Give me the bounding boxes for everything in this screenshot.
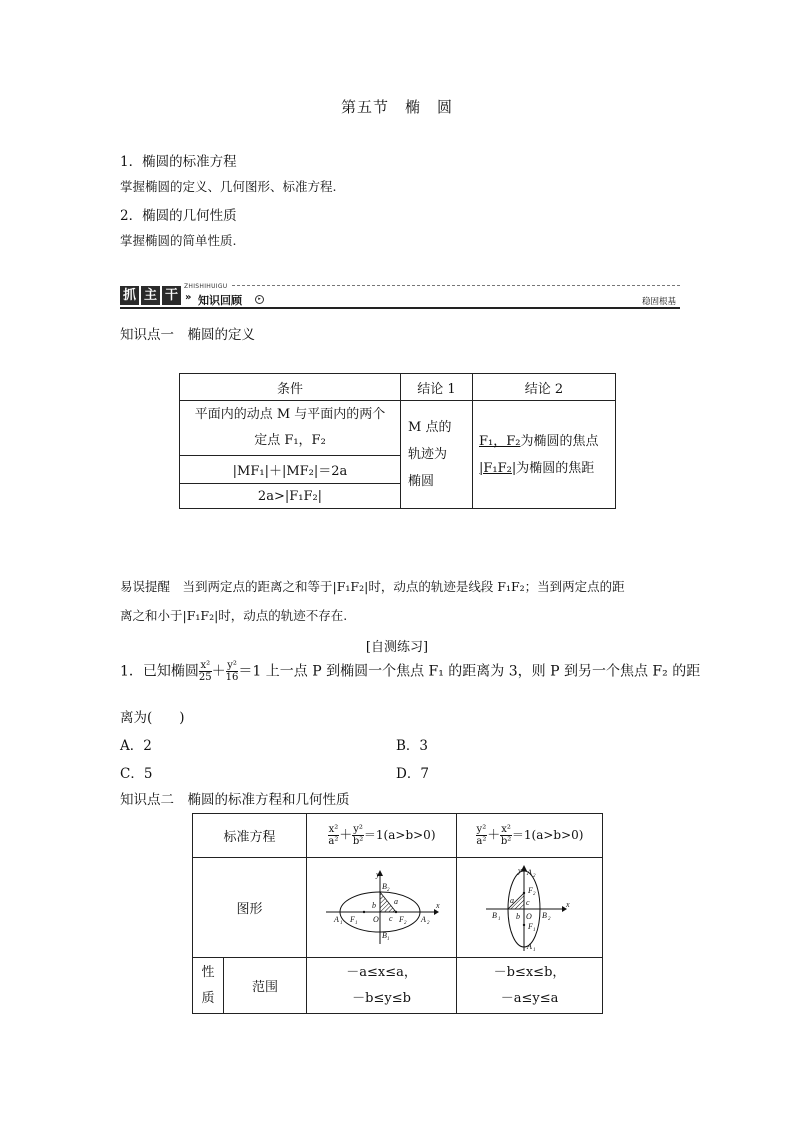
- svg-text:F: F: [398, 914, 404, 924]
- condition-1: [180, 401, 401, 456]
- play-circle-icon: ▸: [255, 295, 264, 304]
- condition-1-line-b: 定点 F₁，F₂: [254, 433, 326, 448]
- svg-text:2: 2: [532, 891, 536, 897]
- svg-text:B: B: [381, 881, 387, 891]
- self-test-heading: [自测练习]: [365, 640, 429, 655]
- header-conclusion-1: 结论 1: [401, 374, 473, 401]
- q1-prefix: 1．已知椭圆: [120, 663, 199, 680]
- banner-right-label: 稳固根基: [641, 297, 676, 307]
- outline-item-2: 2．椭圆的几何性质: [120, 208, 237, 224]
- reminder-line-1: [120, 577, 625, 595]
- q1-frac-y-num: y²: [227, 660, 237, 671]
- condition-2: |MF₁|＋|MF₂|＝2a: [180, 456, 401, 484]
- double-chevron-icon: »: [185, 292, 192, 303]
- banner-char-3: 干: [162, 286, 181, 305]
- question-1: [120, 660, 700, 683]
- foci-label: F₁，F₂: [479, 433, 521, 449]
- svg-text:2: 2: [532, 873, 536, 879]
- outline-desc-1: 掌握椭圆的定义、几何图形、标准方程.: [120, 179, 337, 194]
- svg-text:1: 1: [532, 947, 536, 953]
- banner-char-1: 抓: [120, 286, 139, 305]
- q1-frac-x-num: x²: [200, 660, 211, 671]
- range-horizontal: [307, 958, 457, 1014]
- horizontal-ellipse-diagram: [322, 868, 442, 948]
- condition-1-line-a: 平面内的动点 M 与平面内的两个: [194, 407, 386, 422]
- svg-text:A: A: [420, 914, 426, 924]
- q1-frac-y-den: 16: [225, 672, 239, 683]
- eq1-n1: x²: [328, 824, 339, 835]
- header-condition: 条件: [180, 374, 401, 401]
- eq1-frac-2: [352, 824, 364, 847]
- svg-text:B: B: [381, 930, 387, 940]
- property-label: [193, 958, 224, 1014]
- banner-pinyin: ZHISHIHUIGU: [184, 283, 228, 290]
- reminder-text-1: 当到两定点的距离之和等于|F₁F₂|时，动点的轨迹是线段 F₁F₂；当到两定点的距: [182, 579, 625, 594]
- svg-text:2: 2: [386, 887, 390, 893]
- svg-text:B: B: [541, 910, 547, 920]
- svg-text:O: O: [372, 914, 379, 924]
- option-b: B．3: [396, 738, 429, 754]
- conclusion-1-line-c: 椭圆: [408, 474, 435, 489]
- properties-table: [192, 813, 603, 1014]
- outline-item-1: 1．椭圆的标准方程: [120, 154, 237, 170]
- q1-frac-x-den: 25: [198, 672, 212, 683]
- range-vertical-y: －a≤y≤a: [500, 990, 559, 1006]
- property-label-a: 性: [201, 964, 215, 980]
- svg-text:F: F: [349, 914, 355, 924]
- svg-text:c: c: [388, 913, 393, 923]
- conclusion-1: [401, 401, 473, 509]
- definition-table: [179, 373, 616, 509]
- eq1-frac-1: [328, 824, 340, 847]
- page-title: 第五节 椭 圆: [340, 98, 453, 116]
- equation-horizontal: $\frac{\text{x²}}{\text{a²}}$ ＋ $\frac{\text{y²}}{\text{b²}}$ ＝1(a>b>0): [307, 814, 457, 858]
- row-figure: 图形: [193, 858, 307, 958]
- svg-text:a: a: [393, 896, 398, 906]
- vertical-ellipse-diagram: [480, 863, 580, 953]
- eq2-frac-1: [476, 824, 488, 847]
- conclusion-1-line-a: M 点的: [408, 420, 452, 435]
- svg-text:1: 1: [532, 927, 536, 933]
- figure-vertical-ellipse: [457, 858, 603, 958]
- banner-char-2: 主: [141, 286, 160, 305]
- q1-fraction-y: [226, 660, 239, 683]
- svg-text:A: A: [526, 867, 532, 877]
- svg-text:1: 1: [339, 920, 343, 926]
- condition-3: 2a>|F₁F₂|: [180, 484, 401, 509]
- svg-text:c: c: [525, 897, 530, 907]
- section-banner: [120, 283, 680, 309]
- range-horizontal-y: －b≤y≤b: [352, 990, 411, 1006]
- svg-text:y: y: [375, 869, 380, 879]
- svg-text:1: 1: [386, 936, 390, 942]
- svg-text:2: 2: [547, 916, 551, 922]
- banner-label: 知识回顾: [198, 294, 242, 307]
- eq1-d2: b²: [352, 836, 364, 847]
- outline-desc-2: 掌握椭圆的简单性质.: [120, 233, 237, 248]
- focal-distance-text: 为椭圆的焦距: [516, 460, 595, 476]
- svg-text:A: A: [333, 914, 339, 924]
- foci-text: 为椭圆的焦点: [520, 433, 599, 449]
- svg-text:b: b: [371, 900, 376, 910]
- figure-horizontal-ellipse: [307, 858, 457, 958]
- eq1-rest: ＝1(a>b>0): [363, 828, 436, 842]
- range-horizontal-x: －a≤x≤a，: [346, 964, 417, 980]
- row-standard-equation: 标准方程: [193, 814, 307, 858]
- question-1-line-2: 离为( ): [120, 710, 185, 726]
- svg-text:b: b: [515, 911, 520, 921]
- equation-vertical: $\frac{\text{y²}}{\text{a²}}$ ＋ $\frac{\text{x²}}{\text{b²}}$ ＝1(a>b>0): [457, 814, 603, 858]
- kp1-heading: 知识点一 椭圆的定义: [120, 327, 255, 343]
- range-vertical-x: －b≤x≤b，: [493, 964, 566, 980]
- q1-suffix: ＝1 上一点 P 到椭圆一个焦点 F₁ 的距离为 3，则 P 到另一个焦点 F₂ 的距: [238, 663, 701, 680]
- range-label: 范围: [224, 958, 307, 1014]
- property-label-b: 质: [201, 990, 215, 1006]
- option-a: A．2: [120, 738, 152, 754]
- reminder-lead: 易误提醒: [120, 579, 171, 594]
- svg-text:1: 1: [354, 920, 358, 926]
- q1-plus: ＋: [211, 663, 226, 680]
- banner-underline: [120, 307, 680, 309]
- svg-text:a: a: [509, 895, 514, 905]
- kp2-heading: 知识点二 椭圆的标准方程和几何性质: [120, 792, 350, 808]
- eq2-d1: a²: [476, 836, 487, 847]
- svg-text:2: 2: [403, 920, 407, 926]
- svg-text:1: 1: [497, 916, 501, 922]
- svg-text:A: A: [526, 941, 532, 951]
- focal-distance-label: |F₁F₂|: [479, 460, 517, 476]
- option-c: C．5: [120, 766, 153, 782]
- range-vertical: [457, 958, 603, 1014]
- svg-text:x: x: [435, 900, 440, 910]
- eq2-rest: ＝1(a>b>0): [511, 828, 584, 842]
- option-d: D．7: [396, 766, 429, 782]
- eq2-n1: y²: [476, 824, 487, 835]
- header-conclusion-2: 结论 2: [473, 374, 616, 401]
- svg-text:y: y: [517, 865, 522, 875]
- banner-dashed-rule: [232, 285, 680, 286]
- svg-text:2: 2: [426, 920, 430, 926]
- conclusion-1-line-b: 轨迹为: [408, 447, 448, 462]
- eq2-n2: x²: [501, 824, 511, 835]
- eq1-d1: a²: [328, 836, 339, 847]
- eq1-n2: y²: [353, 824, 363, 835]
- conclusion-2: [473, 401, 616, 509]
- svg-text:O: O: [525, 911, 532, 921]
- svg-text:B: B: [491, 910, 497, 920]
- svg-text:F: F: [527, 921, 533, 931]
- eq2-frac-2: [500, 824, 512, 847]
- reminder-line-2: 离之和小于|F₁F₂|时，动点的轨迹不存在.: [120, 608, 348, 623]
- svg-text:F: F: [527, 885, 533, 895]
- eq2-d2: b²: [500, 836, 512, 847]
- q1-fraction-x: [199, 660, 212, 683]
- svg-text:x: x: [565, 899, 570, 909]
